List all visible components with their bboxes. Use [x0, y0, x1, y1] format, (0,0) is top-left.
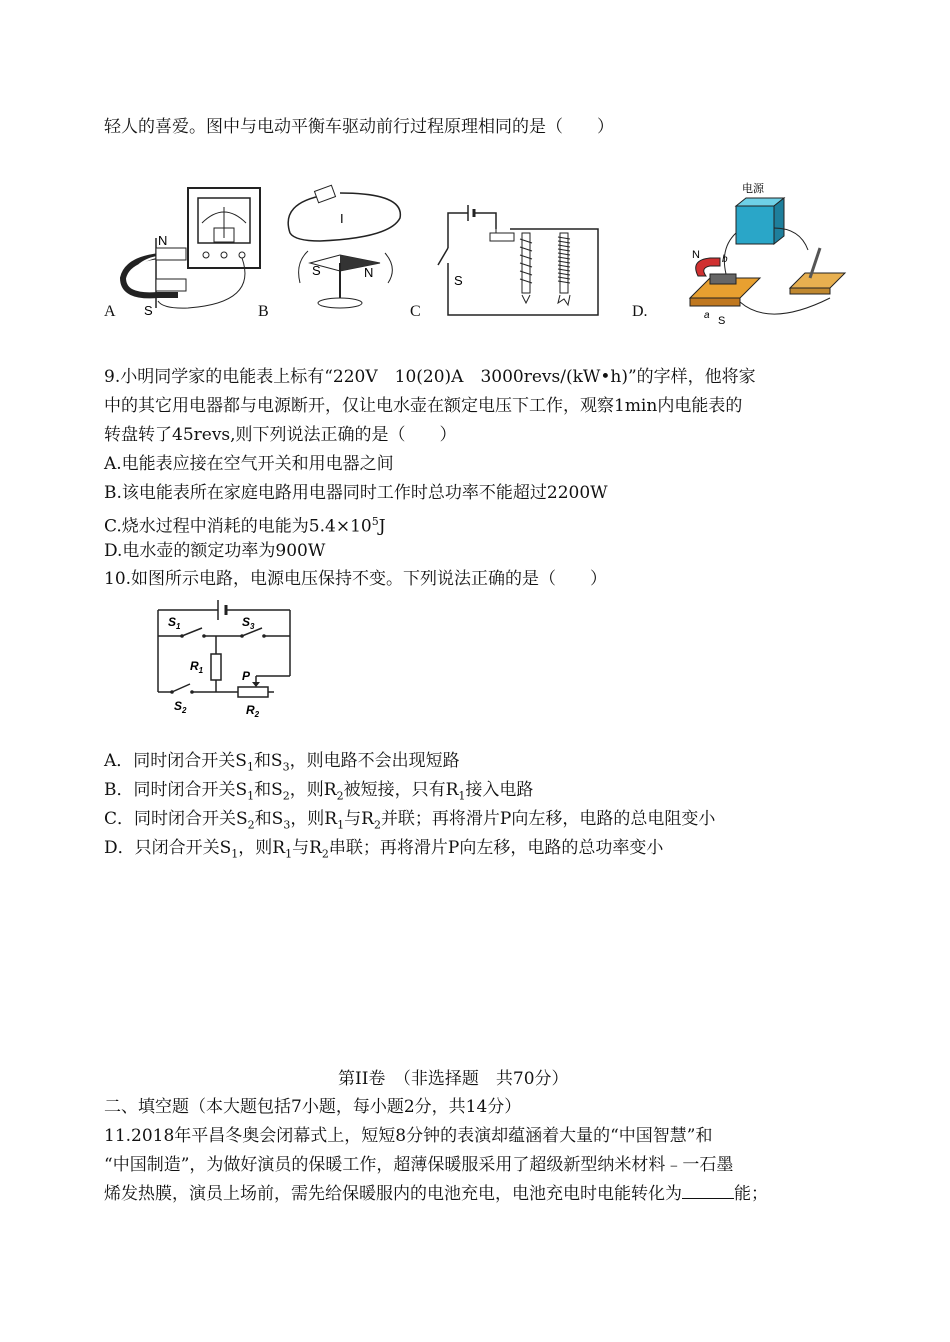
- q10-label-r1: $R_1$: [190, 659, 204, 675]
- q10-option-d: D．只闭合开关$S_1$，则$R_1$与$R_2$串联；再将滑片P向左移，电路的总功率变小: [104, 838, 664, 861]
- figure-b-oersted: [280, 183, 415, 313]
- q10-option-a: A．同时闭合开关$S_1$和$S_3$，则电路不会出现短路: [104, 751, 460, 774]
- figure-d-motor: [680, 178, 850, 328]
- q11-line3: 烯发热膜，演员上场前，需先给保暖服内的电池充电，电池充电时电能转化为 能；: [104, 1184, 768, 1204]
- q9-option-b: B.该电能表所在家庭电路用电器同时工作时总功率不能超过2200W: [104, 483, 608, 503]
- q8-stem-tail: 轻人的喜爱。图中与电动平衡车驱动前行过程原理相同的是（ ）: [104, 117, 614, 137]
- q10-option-b: B．同时闭合开关$S_1$和$S_2$，则$R_2$被短接，只有$R_1$接入电路: [104, 780, 534, 803]
- option-c-label: C: [410, 303, 421, 320]
- q9-option-c: C.烧水过程中消耗的电能为$5.4\times 10^5J$: [104, 515, 386, 537]
- fig-a-s-label: S: [144, 303, 153, 318]
- q9-option-d: D.电水壶的额定功率为900W: [104, 541, 326, 561]
- option-b-label: B: [258, 303, 269, 320]
- figure-c-electromagnet: [430, 203, 605, 323]
- q10-option-c: C．同时闭合开关$S_2$和$S_3$，则$R_1$与$R_2$并联；再将滑片P向左移，电路的总电阻变小: [104, 809, 716, 832]
- fig-d-a-label: a: [704, 310, 710, 321]
- q10-label-s1: $S_1$: [168, 615, 181, 631]
- option-a-label: A: [104, 303, 116, 320]
- q9-stem-line2: 中的其它用电器都与电源断开，仅让电水壶在额定电压下工作，观察1min内电能表的: [104, 396, 743, 416]
- q11-answer-blank[interactable]: [682, 1184, 734, 1199]
- fig-d-n-label: N: [692, 249, 700, 261]
- q10-label-s2: $S_2$: [174, 699, 187, 715]
- fig-d-power-label: 电源: [742, 183, 764, 195]
- fig-d-s-label: S: [718, 315, 726, 327]
- part2-title: 第II卷 （非选择题 共70分）: [338, 1069, 569, 1089]
- q9-option-a: A.电能表应接在空气开关和用电器之间: [104, 454, 394, 474]
- q10-label-r2: $R_2$: [246, 703, 260, 719]
- fig-a-n-label: N: [158, 233, 168, 248]
- fig-b-i-label: I: [340, 211, 344, 226]
- section2-heading: 二、填空题（本大题包括7小题，每小题2分，共14分）: [104, 1097, 522, 1117]
- q10-circuit-diagram: [150, 596, 300, 721]
- figure-a-galvanometer: [118, 183, 268, 323]
- q10-label-s3: $S_3$: [242, 615, 255, 631]
- q11-line1: 11.2018年平昌冬奥会闭幕式上，短短8分钟的表演却蕴涵着大量的“中国智慧”和: [104, 1126, 713, 1146]
- option-d-label: D.: [632, 303, 648, 320]
- q9-stem-line3: 转盘转了45revs,则下列说法正确的是（ ）: [104, 425, 457, 445]
- q10-stem: 10.如图所示电路，电源电压保持不变。下列说法正确的是（ ）: [104, 569, 608, 589]
- q9-stem-line1: 9.小明同学家的电能表上标有“220V 10(20)A 3000revs/(kW•h)”的字样，他将家: [104, 367, 756, 387]
- q11-line2: “中国制造”，为做好演员的保暖工作，超薄保暖服采用了超级新型纳米材料﹣一石墨: [104, 1155, 734, 1175]
- q10-label-p: P: [242, 669, 251, 683]
- fig-c-s-label: S: [454, 273, 463, 288]
- fig-b-n-label: N: [364, 265, 374, 280]
- fig-b-s-label: S: [312, 263, 321, 278]
- fig-d-b-label: b: [722, 254, 728, 265]
